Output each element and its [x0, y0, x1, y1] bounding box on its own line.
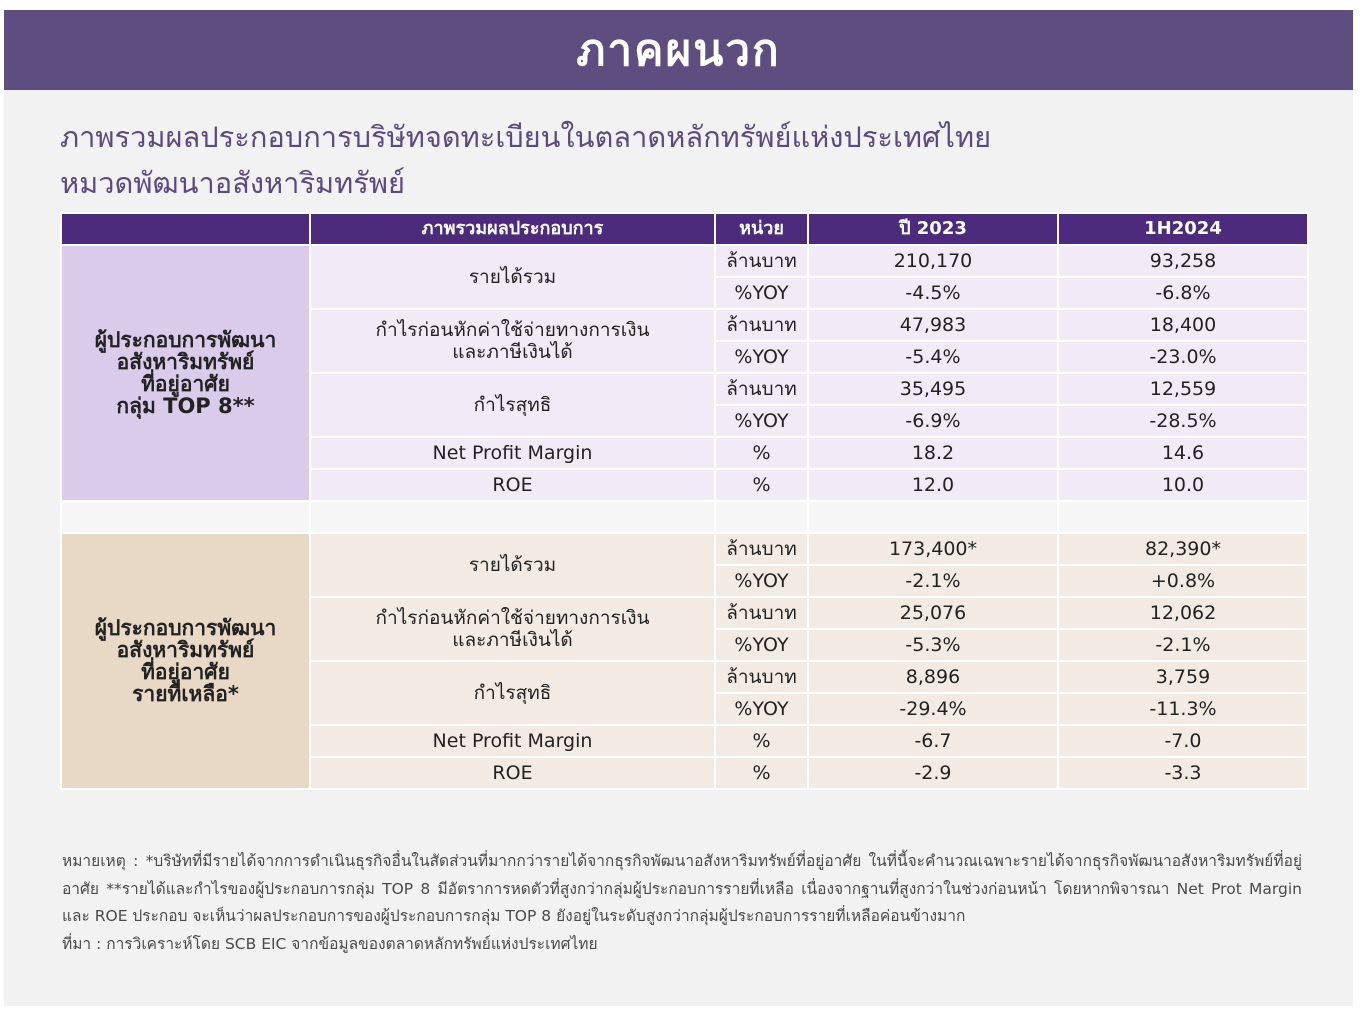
value-2023: -6.7 [808, 725, 1058, 757]
value-2023: -4.5% [808, 277, 1058, 309]
subtitle-line-1: ภาพรวมผลประกอบการบริษัทจดทะเบียนในตลาดหลักทรัพย์แห่งประเทศไทย [60, 120, 992, 154]
value-1h2024: 10.0 [1058, 469, 1308, 501]
header-overview: ภาพรวมผลประกอบการ [310, 213, 715, 245]
metric-label: กำไรสุทธิ [310, 661, 715, 725]
value-2023: -5.4% [808, 341, 1058, 373]
source-note: ที่มา : การวิเคราะห์โดย SCB EIC จากข้อมูลของตลาดหลักทรัพย์แห่งประเทศไทย [62, 934, 598, 953]
metric-label: กำไรก่อนหักค่าใช้จ่ายทางการเงิน และภาษีเงินได้ [310, 309, 715, 373]
unit-cell: % [715, 757, 808, 789]
value-1h2024: +0.8% [1058, 565, 1308, 597]
value-2023: 18.2 [808, 437, 1058, 469]
table-row [61, 533, 1308, 565]
header-1h2024: 1H2024 [1058, 213, 1308, 245]
value-2023: -2.1% [808, 565, 1058, 597]
unit-cell: ล้านบาท [715, 373, 808, 405]
value-2023: -2.9 [808, 757, 1058, 789]
unit-cell: % [715, 725, 808, 757]
unit-cell: ล้านบาท [715, 245, 808, 277]
header-2023: ปี 2023 [808, 213, 1058, 245]
value-2023: -5.3% [808, 629, 1058, 661]
unit-cell: %YOY [715, 277, 808, 309]
unit-cell: %YOY [715, 341, 808, 373]
unit-cell: ล้านบาท [715, 597, 808, 629]
metric-label: กำไรสุทธิ [310, 373, 715, 437]
header-unit: หน่วย [715, 213, 808, 245]
metric-label: กำไรก่อนหักค่าใช้จ่ายทางการเงิน และภาษีเงินได้ [310, 597, 715, 661]
value-1h2024: -3.3 [1058, 757, 1308, 789]
value-1h2024: -2.1% [1058, 629, 1308, 661]
value-1h2024: -7.0 [1058, 725, 1308, 757]
metric-label: Net Profit Margin [310, 437, 715, 469]
metric-label: รายได้รวม [310, 245, 715, 309]
value-2023: 210,170 [808, 245, 1058, 277]
unit-cell: %YOY [715, 565, 808, 597]
value-2023: 12.0 [808, 469, 1058, 501]
unit-cell: ล้านบาท [715, 533, 808, 565]
unit-cell: %YOY [715, 405, 808, 437]
subtitle [60, 114, 1300, 206]
metric-label: ROE [310, 469, 715, 501]
value-2023: -6.9% [808, 405, 1058, 437]
table-header-row [61, 213, 1308, 245]
group-label-others: ผู้ประกอบการพัฒนา อสังหาริมทรัพย์ ที่อยู่อาศัย รายที่เหลือ* [61, 533, 310, 789]
value-1h2024: 12,559 [1058, 373, 1308, 405]
value-2023: 25,076 [808, 597, 1058, 629]
value-1h2024: -23.0% [1058, 341, 1308, 373]
header-bar [4, 10, 1353, 90]
group-label-top8: ผู้ประกอบการพัฒนา อสังหาริมทรัพย์ ที่อยู่อาศัย กลุ่ม TOP 8** [61, 245, 310, 501]
page-title: ภาคผนวก [576, 25, 781, 76]
unit-cell: % [715, 469, 808, 501]
unit-cell: ล้านบาท [715, 309, 808, 341]
metric-label: รายได้รวม [310, 533, 715, 597]
value-1h2024: 14.6 [1058, 437, 1308, 469]
value-2023: -29.4% [808, 693, 1058, 725]
metric-label: Net Profit Margin [310, 725, 715, 757]
value-2023: 35,495 [808, 373, 1058, 405]
value-1h2024: 18,400 [1058, 309, 1308, 341]
value-1h2024: -11.3% [1058, 693, 1308, 725]
subtitle-line-2: หมวดพัฒนาอสังหาริมทรัพย์ [60, 166, 405, 200]
table-row [61, 245, 1308, 277]
value-2023: 47,983 [808, 309, 1058, 341]
value-1h2024: -28.5% [1058, 405, 1308, 437]
appendix-panel [4, 10, 1353, 1006]
header-corner [61, 213, 310, 245]
value-2023: 173,400* [808, 533, 1058, 565]
metric-label: ROE [310, 757, 715, 789]
unit-cell: ล้านบาท [715, 661, 808, 693]
value-1h2024: 93,258 [1058, 245, 1308, 277]
value-1h2024: 12,062 [1058, 597, 1308, 629]
performance-table [60, 212, 1309, 790]
footnotes [62, 848, 1302, 958]
value-1h2024: -6.8% [1058, 277, 1308, 309]
value-1h2024: 3,759 [1058, 661, 1308, 693]
unit-cell: %YOY [715, 693, 808, 725]
value-2023: 8,896 [808, 661, 1058, 693]
unit-cell: % [715, 437, 808, 469]
remark-note: หมายเหตุ : *บริษัทที่มีรายได้จากการดำเนินธุรกิจอื่นในสัดส่วนที่มากกว่ารายได้จากธุรกิจพัฒนาอสังหาริมทรัพย์ที่อยู่อาศัย ในที่นี้จะคำนวณเฉพาะรายได้จากธุรกิจพัฒนาอสังหาริมทรัพย์ที่อยู่อาศัย **รายได้และกำไรของผู้ประกอบการกลุ่ม TOP 8 มีอัตราการหดตัวที่สูงกว่ากลุ่มผู้ประกอบการรายที่เหลือ เนื่องจากฐานที่สูงกว่าในช่วงก่อนหน้า โดยหากพิจารณา Net Prot Margin และ ROE ประกอบ จะเห็นว่าผลประกอบการของผู้ประกอบการกลุ่ม TOP 8 ยังอยู่ในระดับสูงกว่ากลุ่มผู้ประกอบการรายที่เหลือค่อนข้างมาก [62, 852, 1302, 925]
unit-cell: %YOY [715, 629, 808, 661]
spacer-row [61, 501, 1308, 533]
value-1h2024: 82,390* [1058, 533, 1308, 565]
